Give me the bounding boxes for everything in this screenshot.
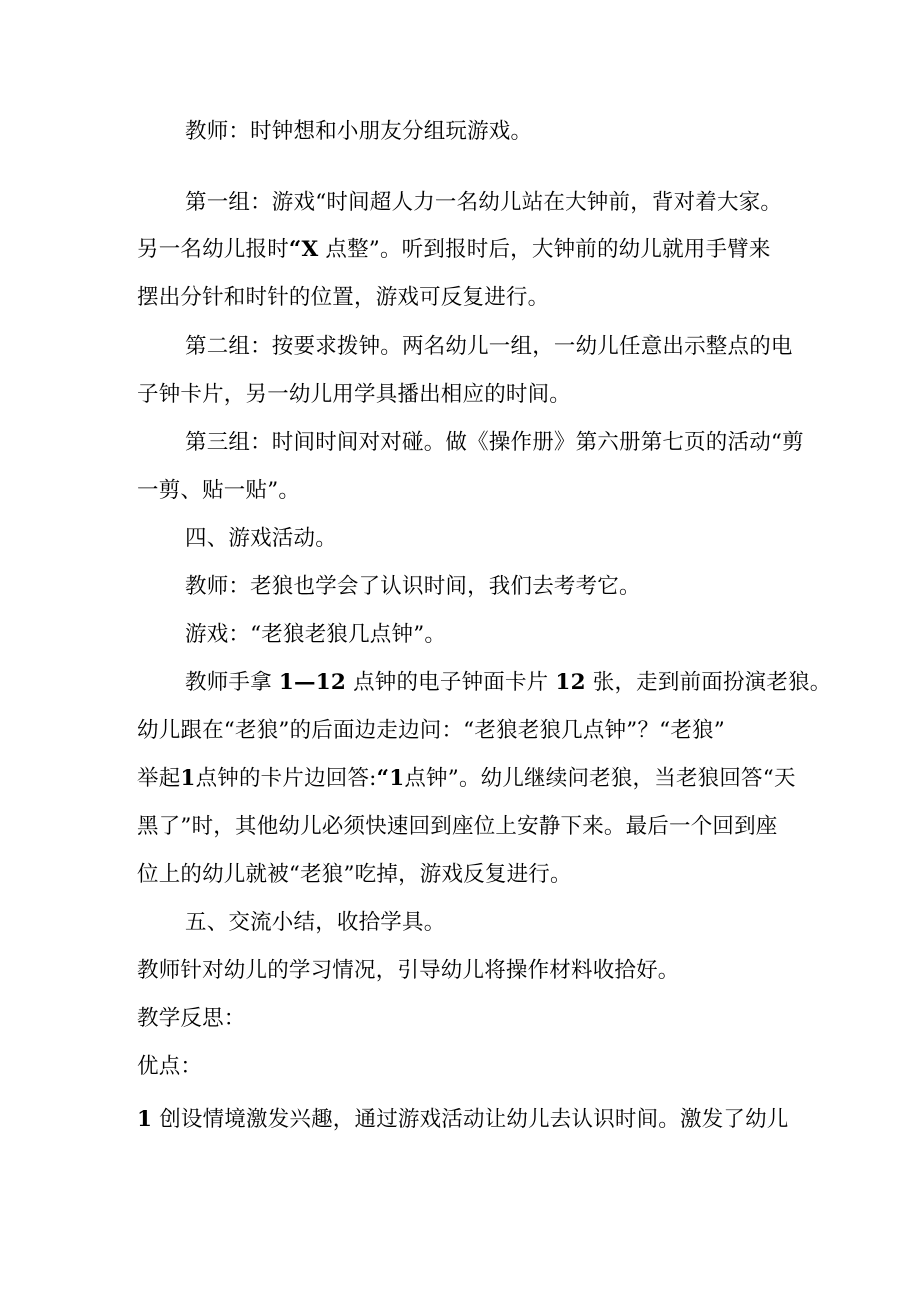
text-segment: 教师：时钟想和小朋友分组玩游戏。 [185, 119, 533, 144]
text-segment: 张，走到前面扮演老狼。 [585, 670, 832, 695]
text-segment-bold: “X [288, 237, 319, 262]
section-heading-reflection [137, 999, 797, 1039]
text-segment: 点钟”。幼儿继续问老狼，当老狼回答“天 [404, 766, 796, 791]
text-line-eaten [137, 855, 797, 895]
text-line-group-two [185, 327, 797, 367]
text-segment: 举起 [137, 766, 181, 791]
text-segment: 教师针对幼儿的学习情况，引导幼儿将操作材料收拾好。 [137, 958, 680, 983]
text-segment: 摆出分针和时针的位置，游戏可反复进行。 [137, 285, 550, 310]
text-segment: 教师：老狼也学会了认识时间，我们去考考它。 [185, 574, 641, 599]
text-segment: 教师手拿 [185, 670, 279, 695]
text-segment-bold: 12 [555, 670, 586, 695]
text-segment-bold: 1 [137, 1107, 153, 1132]
text-line-group-three-cont [137, 471, 797, 511]
text-segment: 黑了”时，其他幼儿必须快速回到座位上安静下来。最后一个回到座 [137, 814, 778, 839]
text-segment-bold: 1 [180, 766, 196, 791]
section-heading-strengths [137, 1047, 797, 1087]
text-segment: 另一名幼儿报时 [137, 237, 289, 262]
text-line-children-follow [137, 711, 797, 751]
text-line-teacher-intro [185, 112, 797, 152]
text-segment: 四、游戏活动。 [185, 526, 337, 551]
text-segment: 点钟的卡片边回答: [195, 766, 377, 791]
text-segment: 子钟卡片，另一幼儿用学具播出相应的时间。 [137, 382, 572, 407]
text-line-group-two-cont [137, 375, 797, 415]
section-heading-game [185, 519, 797, 559]
text-segment: 第二组：按要求拨钟。两名幼儿一组，一幼儿任意出示整点的电 [185, 334, 793, 359]
text-line-strength-one [137, 1100, 797, 1140]
text-segment: 一剪、贴一贴”。 [137, 478, 301, 503]
text-line-group-one [185, 183, 797, 223]
text-segment: 位上的幼儿就被“老狼”吃掉，游戏反复进行。 [137, 862, 572, 887]
text-segment: 五、交流小结，收拾学具。 [185, 910, 446, 935]
text-line-group-one-cont [137, 230, 797, 270]
text-segment: 幼儿跟在“老狼”的后面边走边问：“老狼老狼几点钟”？“老狼” [137, 718, 725, 743]
text-segment: 游戏：“老狼老狼几点钟”。 [185, 622, 447, 647]
text-line-wolf-answer [137, 759, 797, 799]
text-segment: 优点： [137, 1054, 203, 1079]
text-line-group-one-end [137, 278, 797, 318]
text-segment: 点钟的电子钟面卡片 [346, 670, 556, 695]
text-segment: 教学反思： [137, 1006, 246, 1031]
text-line-night-fall [137, 807, 797, 847]
text-segment: 创设情境激发兴趣，通过游戏活动让幼儿去认识时间。激发了幼儿 [152, 1107, 789, 1132]
text-line-group-three [185, 423, 804, 463]
text-line-game-name [185, 615, 797, 655]
text-segment: 点整”。听到报时后，大钟前的幼儿就用手臂来 [318, 237, 771, 262]
text-line-wolf-teacher [185, 567, 797, 607]
text-line-tidy-up [137, 951, 797, 991]
text-segment: 第三组：时间时间对对碰。做《操作册》第六册第七页的活动“剪 [185, 430, 804, 455]
text-line-wolf-cards [185, 663, 832, 703]
text-segment-bold: 1—12 [278, 670, 347, 695]
text-segment-bold: “1 [376, 766, 405, 791]
section-heading-summary [185, 903, 797, 943]
text-segment: 第一组：游戏“时间超人力一名幼儿站在大钟前，背对着大家。 [185, 190, 783, 215]
